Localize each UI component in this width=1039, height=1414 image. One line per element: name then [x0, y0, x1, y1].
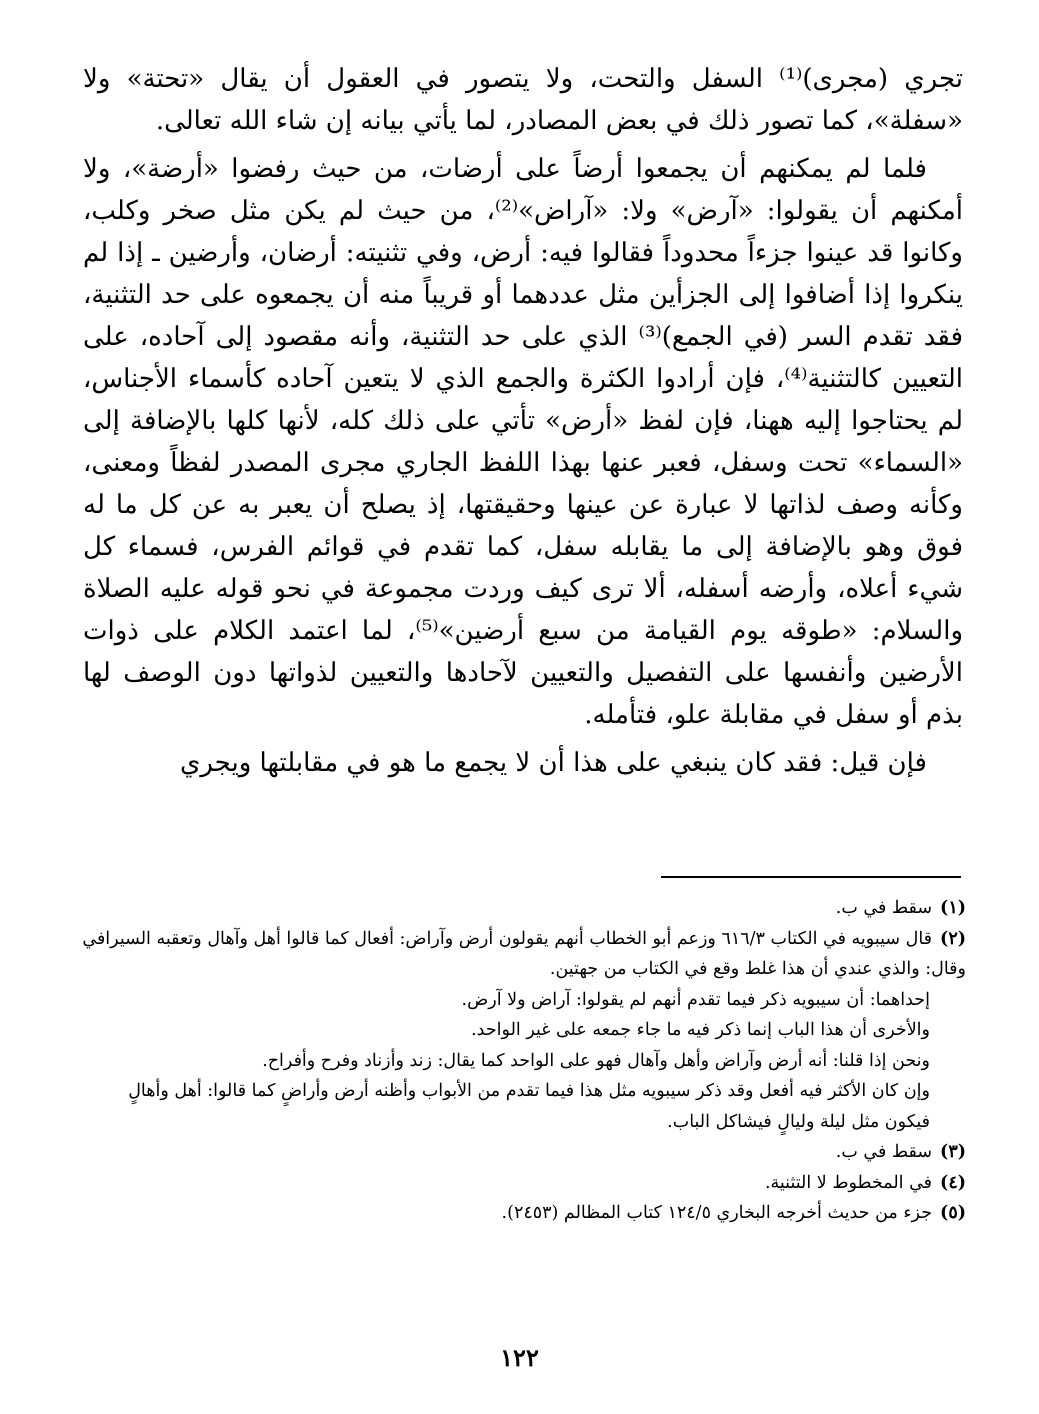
footnote-number: (٣)	[940, 1142, 966, 1162]
footnote-2-line: إحداهما: أن سيبويه ذكر فيما تقدم أنهم لم يقولوا: آراض ولا آرض.	[461, 989, 930, 1010]
footnote-number: (١)	[940, 898, 966, 918]
footnote-2-line: وإن كان الأكثر فيه أفعل وقد ذكر سيبويه مثل هذا فيما تقدم من الأبواب وأظنه أرض وأراضٍ كما قالوا: أهل وأهالٍ فيكون مثل ليلة وليالٍ فيشاكل الباب.	[128, 1081, 930, 1132]
footnote-text: جزء من حديث أخرجه البخاري ١٢٤/٥ كتاب المظالم (٢٤٥٣).	[501, 1203, 933, 1223]
page-number: ١٢٢	[500, 1343, 539, 1372]
footnote-5	[78, 1198, 966, 1229]
main-text	[83, 58, 963, 790]
footnote-2	[78, 924, 966, 985]
footnote-text: في المخطوط لا التثنية.	[764, 1172, 933, 1193]
paragraph-2: فلما لم يمكنهم أن يجمعوا أرضاً على أرضات، من حيث رفضوا «أرضة»، ولا أمكنهم أن يقولوا: «آرض» ولا: «آراض»⁽²⁾، من حيث لم يكن مثل صخر وكلب، وكانوا قد عينوا جزءاً محدوداً فقالوا فيه: أرض، وفي تثنيته: أرضان، وأرضين ـ إذا لم ينكروا إذا أضافوا إلى الجزأين مثل عددهما أو قريباً منه أن يجمعوه على حد التثنية، فقد تقدم السر (في الجمع)⁽³⁾ الذي على حد التثنية، وأنه مقصود إلى آحاده، على التعيين كالتثنية⁽⁴⁾، فإن أرادوا الكثرة والجمع الذي لا يتعين آحاده كأسماء الأجناس، لم يحتاجوا إليه ههنا، فإن لفظ «أرض» تأتي على ذلك كله، لأنها كلها بالإضافة إلى «السماء» تحت وسفل، فعبر عنها بهذا اللفظ الجاري مجرى المصدر لفظاً ومعنى، وكأنه وصف لذاتها لا عبارة عن عينها وحقيقتها، إذ يصلح أن يعبر به عن كل ما له فوق وهو بالإضافة إلى ما يقابله سفل، كما تقدم في قوائم الفرس، فسماء كل شيء أعلاه، وأرضه أسفله، ألا ترى كيف وردت مجموعة في نحو قوله عليه الصلاة والسلام: «طوقه يوم القيامة من سبع أرضين»⁽⁵⁾، لما اعتمد الكلام على ذوات الأرضين وأنفسها على التفصيل والتعيين لآحادها والتعيين لذواتها دون الوصف لها بذم أو سفل في مقابلة علو، فتأمله.	[83, 154, 964, 730]
footnote-text: قال سيبويه في الكتاب ٦١٦/٣ وزعم أبو الخطاب أنهم يقولون أرض وآراض: أفعال كما قالوا أهل وآهال وتعقبه السيرافي وقال: والذي عندي أن هذا غلط وقع في الكتاب من جهتين.	[82, 928, 966, 979]
footnote-3	[78, 1137, 966, 1168]
footnote-2-line: والأخرى أن هذا الباب إنما ذكر فيه ما جاء جمعه على غير الواحد.	[471, 1020, 930, 1040]
footnote-number: (٥)	[940, 1203, 966, 1223]
footnotes	[78, 893, 966, 1229]
footnote-1	[78, 893, 966, 924]
footnote-text: سقط في ب.	[835, 1142, 933, 1162]
footnote-number: (٤)	[940, 1172, 966, 1193]
footnote-2-line: ونحن إذا قلنا: أنه أرض وآراض وأهل وآهال فهو على الواحد كما يقال: زند وأزناد وفرح وأفراح.	[262, 1050, 930, 1071]
footnote-number: (٢)	[940, 928, 966, 949]
footnote-text: سقط في ب.	[835, 898, 933, 918]
paragraph-1: تجري (مجرى)⁽¹⁾ السفل والتحت، ولا يتصور في العقول أن يقال «تحتة» ولا «سفلة»، كما تصور ذلك في بعض المصادر، لما يأتي بيانه إن شاء الله تعالى.	[83, 64, 963, 136]
footnote-divider	[661, 876, 961, 878]
footnote-4	[78, 1168, 966, 1199]
paragraph-3: فإن قيل: فقد كان ينبغي على هذا أن لا يجمع ما هو في مقابلتها ويجري	[179, 748, 927, 778]
